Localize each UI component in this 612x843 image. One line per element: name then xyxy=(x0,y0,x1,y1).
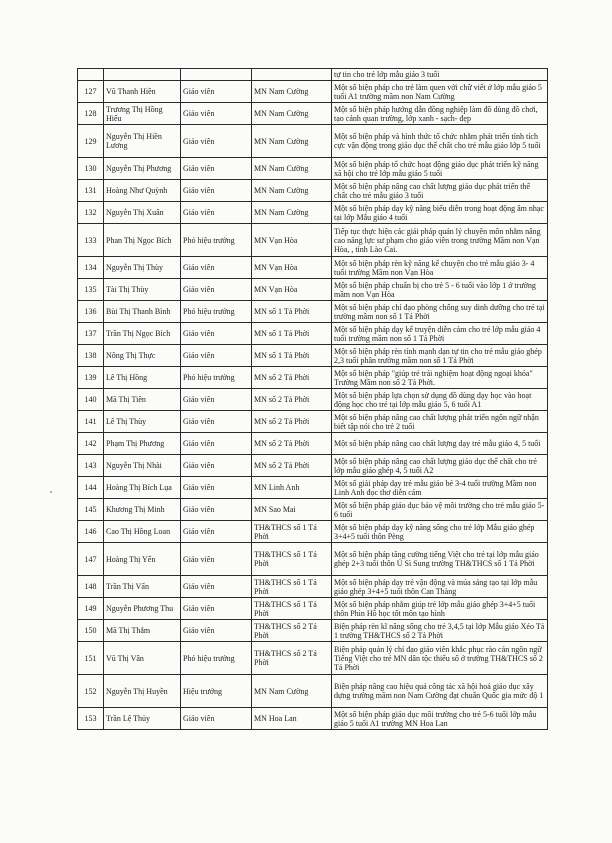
row-number: 150 xyxy=(78,620,104,642)
table-row xyxy=(78,576,548,598)
row-number: 137 xyxy=(78,323,104,345)
row-number: 130 xyxy=(78,158,104,180)
table-row xyxy=(78,389,548,411)
initiative-title: Một số biện pháp dạy kỹ năng biểu diễn trong hoạt động âm nhạc tại lớp Mẫu giáo 4 tuổi xyxy=(332,202,548,224)
initiative-title: Một số biện pháp cho trẻ làm quen với chữ viết ở lớp mẫu giáo 5 tuổi A1 trường mầm non Nam Cường xyxy=(332,81,548,103)
full-name: Mã Thị Tiên xyxy=(104,389,181,411)
full-name xyxy=(104,69,181,81)
initiative-title: Một số biện pháp dạy kể truyện diễn cảm cho trẻ lớp mẫu giáo 4 tuổi trường mầm non số 1 Tả Phời xyxy=(332,323,548,345)
unit xyxy=(252,69,332,81)
initiative-title: Một số biện pháp tổ chức hoạt động giáo dục phát triển kỹ năng xã hội cho trẻ lớp mẫu giáo 5 tuổi xyxy=(332,158,548,180)
row-number: 143 xyxy=(78,455,104,477)
initiative-title: Biện pháp nâng cao hiệu quả công tác xã hội hoá giáo dục xây dựng trường mầm non Nam Cường đạt chuẩn Quốc gia mức độ 1 xyxy=(332,675,548,708)
table-row xyxy=(78,708,548,730)
full-name: Nguyễn Thị Thùy xyxy=(104,257,181,279)
position: Giáo viên xyxy=(181,257,252,279)
position: Giáo viên xyxy=(181,576,252,598)
unit: MN số 2 Tả Phời xyxy=(252,411,332,433)
position: Phó hiệu trưởng xyxy=(181,642,252,675)
table-row xyxy=(78,598,548,620)
row-number xyxy=(78,69,104,81)
position: Hiệu trưởng xyxy=(181,675,252,708)
initiative-title: Một số biện pháp nhằm giúp trẻ lớp mẫu giáo ghép 3+4+5 tuổi thôn Phìn Hồ học tốt môn tạo hình xyxy=(332,598,548,620)
position: Giáo viên xyxy=(181,389,252,411)
table-row xyxy=(78,345,548,367)
initiative-title: Một số biện pháp hướng dẫn đồng nghiệp làm đồ dùng đồ chơi, tạo cảnh quan trường, lớp xanh - sạch- đẹp xyxy=(332,103,548,125)
table-row xyxy=(78,323,548,345)
initiatives-table xyxy=(77,68,548,730)
position: Giáo viên xyxy=(181,598,252,620)
full-name: Hoàng Như Quỳnh xyxy=(104,180,181,202)
unit: TH&THCS số 1 Tả Phời xyxy=(252,598,332,620)
full-name: Nông Thị Thực xyxy=(104,345,181,367)
full-name: Nguyễn Thị Nhài xyxy=(104,455,181,477)
unit: MN Hoa Lan xyxy=(252,708,332,730)
initiative-title: tự tin cho trẻ lớp mẫu giáo 3 tuổi xyxy=(332,69,548,81)
full-name: Phạm Thị Phương xyxy=(104,433,181,455)
unit: MN Nam Cường xyxy=(252,675,332,708)
table-row xyxy=(78,499,548,521)
table-row xyxy=(78,180,548,202)
table-row xyxy=(78,202,548,224)
row-number: 146 xyxy=(78,521,104,543)
position: Giáo viên xyxy=(181,411,252,433)
row-number: 142 xyxy=(78,433,104,455)
table-row xyxy=(78,433,548,455)
table-body xyxy=(78,69,548,730)
unit: TH&THCS số 1 Tả Phời xyxy=(252,576,332,598)
initiative-title: Một số biện pháp lựa chọn sử dụng đồ dùng dạy học vào hoạt động học cho trẻ tại lớp mẫu giáo 5, 6 tuổi A1 xyxy=(332,389,548,411)
row-number: 133 xyxy=(78,224,104,257)
position: Giáo viên xyxy=(181,125,252,158)
unit: MN Nam Cường xyxy=(252,103,332,125)
row-number: 129 xyxy=(78,125,104,158)
row-number: 135 xyxy=(78,279,104,301)
full-name: Nguyễn Phương Thu xyxy=(104,598,181,620)
row-number: 136 xyxy=(78,301,104,323)
table-row xyxy=(78,257,548,279)
initiative-title: Một số biện pháp giáo dục môi trường cho trẻ 5-6 tuổi lớp mẫu giáo 5 tuổi A1 trường MN Hoa Lan xyxy=(332,708,548,730)
unit: MN Vạn Hòa xyxy=(252,224,332,257)
position: Giáo viên xyxy=(181,103,252,125)
unit: MN Nam Cường xyxy=(252,180,332,202)
initiative-title: Một số biện pháp chuẩn bị cho trẻ 5 - 6 tuổi vào lớp 1 ở trường mầm non Vạn Hòa xyxy=(332,279,548,301)
full-name: Vũ Thanh Hiền xyxy=(104,81,181,103)
row-number: 138 xyxy=(78,345,104,367)
row-number: 152 xyxy=(78,675,104,708)
table-row xyxy=(78,455,548,477)
position: Giáo viên xyxy=(181,543,252,576)
full-name: Tài Thị Thùy xyxy=(104,279,181,301)
position: Giáo viên xyxy=(181,202,252,224)
row-number: 134 xyxy=(78,257,104,279)
position: Phó hiệu trưởng xyxy=(181,301,252,323)
position: Giáo viên xyxy=(181,81,252,103)
row-number: 153 xyxy=(78,708,104,730)
position: Giáo viên xyxy=(181,708,252,730)
full-name: Mã Thị Thắm xyxy=(104,620,181,642)
row-number: 140 xyxy=(78,389,104,411)
initiative-title: Biện pháp rèn kĩ năng sống cho trẻ 3,4,5 tại lớp Mẫu giáo Xéo Tả 1 trường TH&THCS số 2 Tả Phời xyxy=(332,620,548,642)
initiative-title: Một số biện pháp nâng cao chất lượng giáo dục thể chất cho trẻ lớp mẫu giáo ghép 4, 5 tuổi A2 xyxy=(332,455,548,477)
full-name: Hoàng Thị Yến xyxy=(104,543,181,576)
unit: MN số 2 Tả Phời xyxy=(252,455,332,477)
full-name: Nguyễn Thị Huyền xyxy=(104,675,181,708)
initiative-title: Tiếp tục thực hiện các giải pháp quản lý chuyên môn nhằm nâng cao năng lực sư phạm cho giáo viên trong trường Mầm non Vạn Hòa, , tỉnh Lào Cai. xyxy=(332,224,548,257)
position: Giáo viên xyxy=(181,521,252,543)
unit: MN số 1 Tả Phời xyxy=(252,301,332,323)
initiative-title: Một số biện pháp "giúp trẻ trải nghiệm hoạt động ngoại khóa" Trường Mầm non số 2 Tả Phời. xyxy=(332,367,548,389)
row-number: 147 xyxy=(78,543,104,576)
unit: MN Sao Mai xyxy=(252,499,332,521)
table-row xyxy=(78,125,548,158)
unit: MN Nam Cường xyxy=(252,81,332,103)
full-name: Vũ Thị Vân xyxy=(104,642,181,675)
full-name: Nguyễn Thị Hiền Lương xyxy=(104,125,181,158)
unit: TH&THCS số 2 Tả Phời xyxy=(252,642,332,675)
initiative-title: Một số giải pháp dạy trẻ mẫu giáo bé 3-4 tuổi trường Mầm non Linh Anh đọc thơ diễn cảm xyxy=(332,477,548,499)
position xyxy=(181,69,252,81)
row-number: 145 xyxy=(78,499,104,521)
initiative-title: Một số biện pháp rèn kỹ năng kể chuyện cho trẻ mẫu giáo 3- 4 tuổi trường Mầm non Vạn Hòa xyxy=(332,257,548,279)
row-number: 148 xyxy=(78,576,104,598)
table-row xyxy=(78,158,548,180)
row-number: 128 xyxy=(78,103,104,125)
full-name: Cao Thị Hồng Loan xyxy=(104,521,181,543)
position: Giáo viên xyxy=(181,345,252,367)
position: Giáo viên xyxy=(181,477,252,499)
table-row xyxy=(78,642,548,675)
table-row xyxy=(78,411,548,433)
initiative-title: Một số biện pháp nâng cao chất lượng giáo dục phát triển thể chất cho trẻ mẫu giáo 3 tuổi xyxy=(332,180,548,202)
table-row xyxy=(78,521,548,543)
full-name: Phan Thị Ngọc Bích xyxy=(104,224,181,257)
full-name: Trần Thị Ngọc Bích xyxy=(104,323,181,345)
row-number: 151 xyxy=(78,642,104,675)
position: Phó hiệu trưởng xyxy=(181,367,252,389)
unit: TH&THCS số 1 Tả Phời xyxy=(252,543,332,576)
table-row xyxy=(78,675,548,708)
position: Giáo viên xyxy=(181,323,252,345)
unit: MN Nam Cường xyxy=(252,158,332,180)
initiative-title: Một số biện pháp tăng cường tiếng Việt cho trẻ tại lớp mẫu giáo ghép 2+3 tuổi thôn Ú Sì Sung trường TH&THCS số 1 Tả Phời xyxy=(332,543,548,576)
row-number: 149 xyxy=(78,598,104,620)
initiative-title: Một số biện pháp giáo dục bảo vệ môi trường cho trẻ mẫu giáo 5-6 tuổi xyxy=(332,499,548,521)
position: Giáo viên xyxy=(181,180,252,202)
full-name: Trương Thị Hồng Hiếu xyxy=(104,103,181,125)
scan-speck xyxy=(50,491,52,493)
unit: MN Linh Anh xyxy=(252,477,332,499)
table-row xyxy=(78,301,548,323)
row-number: 127 xyxy=(78,81,104,103)
full-name: Trần Thị Vấn xyxy=(104,576,181,598)
table-row xyxy=(78,543,548,576)
table-row xyxy=(78,81,548,103)
full-name: Trần Lệ Thủy xyxy=(104,708,181,730)
row-number: 144 xyxy=(78,477,104,499)
unit: MN số 2 Tả Phời xyxy=(252,367,332,389)
row-number: 139 xyxy=(78,367,104,389)
position: Giáo viên xyxy=(181,455,252,477)
initiative-title: Một số biện pháp nâng cao chất lượng phát triển ngôn ngữ nhận biết tập nói cho trẻ 2 tuổi xyxy=(332,411,548,433)
unit: MN số 2 Tả Phời xyxy=(252,389,332,411)
table-row xyxy=(78,103,548,125)
unit: MN Vạn Hòa xyxy=(252,279,332,301)
position: Giáo viên xyxy=(181,279,252,301)
row-number: 131 xyxy=(78,180,104,202)
initiative-title: Một số biện pháp rèn tính mạnh dạn tự tin cho trẻ mẫu giáo ghép 2,3 tuổi phân trường mầm non số 1 Tả Phời xyxy=(332,345,548,367)
full-name: Khương Thị Minh xyxy=(104,499,181,521)
position: Giáo viên xyxy=(181,499,252,521)
position: Giáo viên xyxy=(181,433,252,455)
unit: MN Vạn Hòa xyxy=(252,257,332,279)
position: Giáo viên xyxy=(181,620,252,642)
unit: TH&THCS số 1 Tả Phời xyxy=(252,521,332,543)
full-name: Lê Thị Thùy xyxy=(104,411,181,433)
table-row xyxy=(78,620,548,642)
unit: MN số 1 Tả Phời xyxy=(252,345,332,367)
position: Phó hiệu trưởng xyxy=(181,224,252,257)
unit: MN Nam Cường xyxy=(252,202,332,224)
unit: MN số 1 Tả Phời xyxy=(252,323,332,345)
table-row xyxy=(78,367,548,389)
initiative-title: Một số biện pháp nâng cao chất lượng dạy trẻ mẫu giáo 4, 5 tuổi xyxy=(332,433,548,455)
full-name: Nguyễn Thị Xuân xyxy=(104,202,181,224)
table-row xyxy=(78,279,548,301)
full-name: Hoàng Thị Bích Lụa xyxy=(104,477,181,499)
row-number: 132 xyxy=(78,202,104,224)
unit: MN Nam Cường xyxy=(252,125,332,158)
unit: MN số 2 Tả Phời xyxy=(252,433,332,455)
initiative-title: Biện pháp quản lý chỉ đạo giáo viên khắc phục rào cản ngôn ngữ Tiếng Việt cho trẻ MN dân tộc thiểu số ở trường TH&THCS số 2 Tả Phời xyxy=(332,642,548,675)
table-row xyxy=(78,224,548,257)
table-row xyxy=(78,69,548,81)
initiative-title: Một số biện pháp chỉ đạo phòng chống suy dinh dưỡng cho trẻ tại trường mầm non số 1 Tả Phời xyxy=(332,301,548,323)
initiative-title: Một số biện pháp và hình thức tổ chức nhằm phát triển tính tích cực vận động trong giáo dục thể chất cho trẻ mẫu giáo lớp 5 tuổi xyxy=(332,125,548,158)
full-name: Lê Thị Hồng xyxy=(104,367,181,389)
unit: TH&THCS số 2 Tả Phời xyxy=(252,620,332,642)
full-name: Bùi Thị Thanh Bình xyxy=(104,301,181,323)
full-name: Nguyễn Thị Phương xyxy=(104,158,181,180)
row-number: 141 xyxy=(78,411,104,433)
initiative-title: Một số biện pháp dạy trẻ vận động và múa sáng tạo tại lớp mẫu giáo ghép 3+4+5 tuổi thôn Can Thàng xyxy=(332,576,548,598)
initiative-title: Một số biện pháp dạy kỹ năng sống cho trẻ lớp Mẫu giáo ghép 3+4+5 tuổi thôn Pèng xyxy=(332,521,548,543)
position: Giáo viên xyxy=(181,158,252,180)
table-row xyxy=(78,477,548,499)
